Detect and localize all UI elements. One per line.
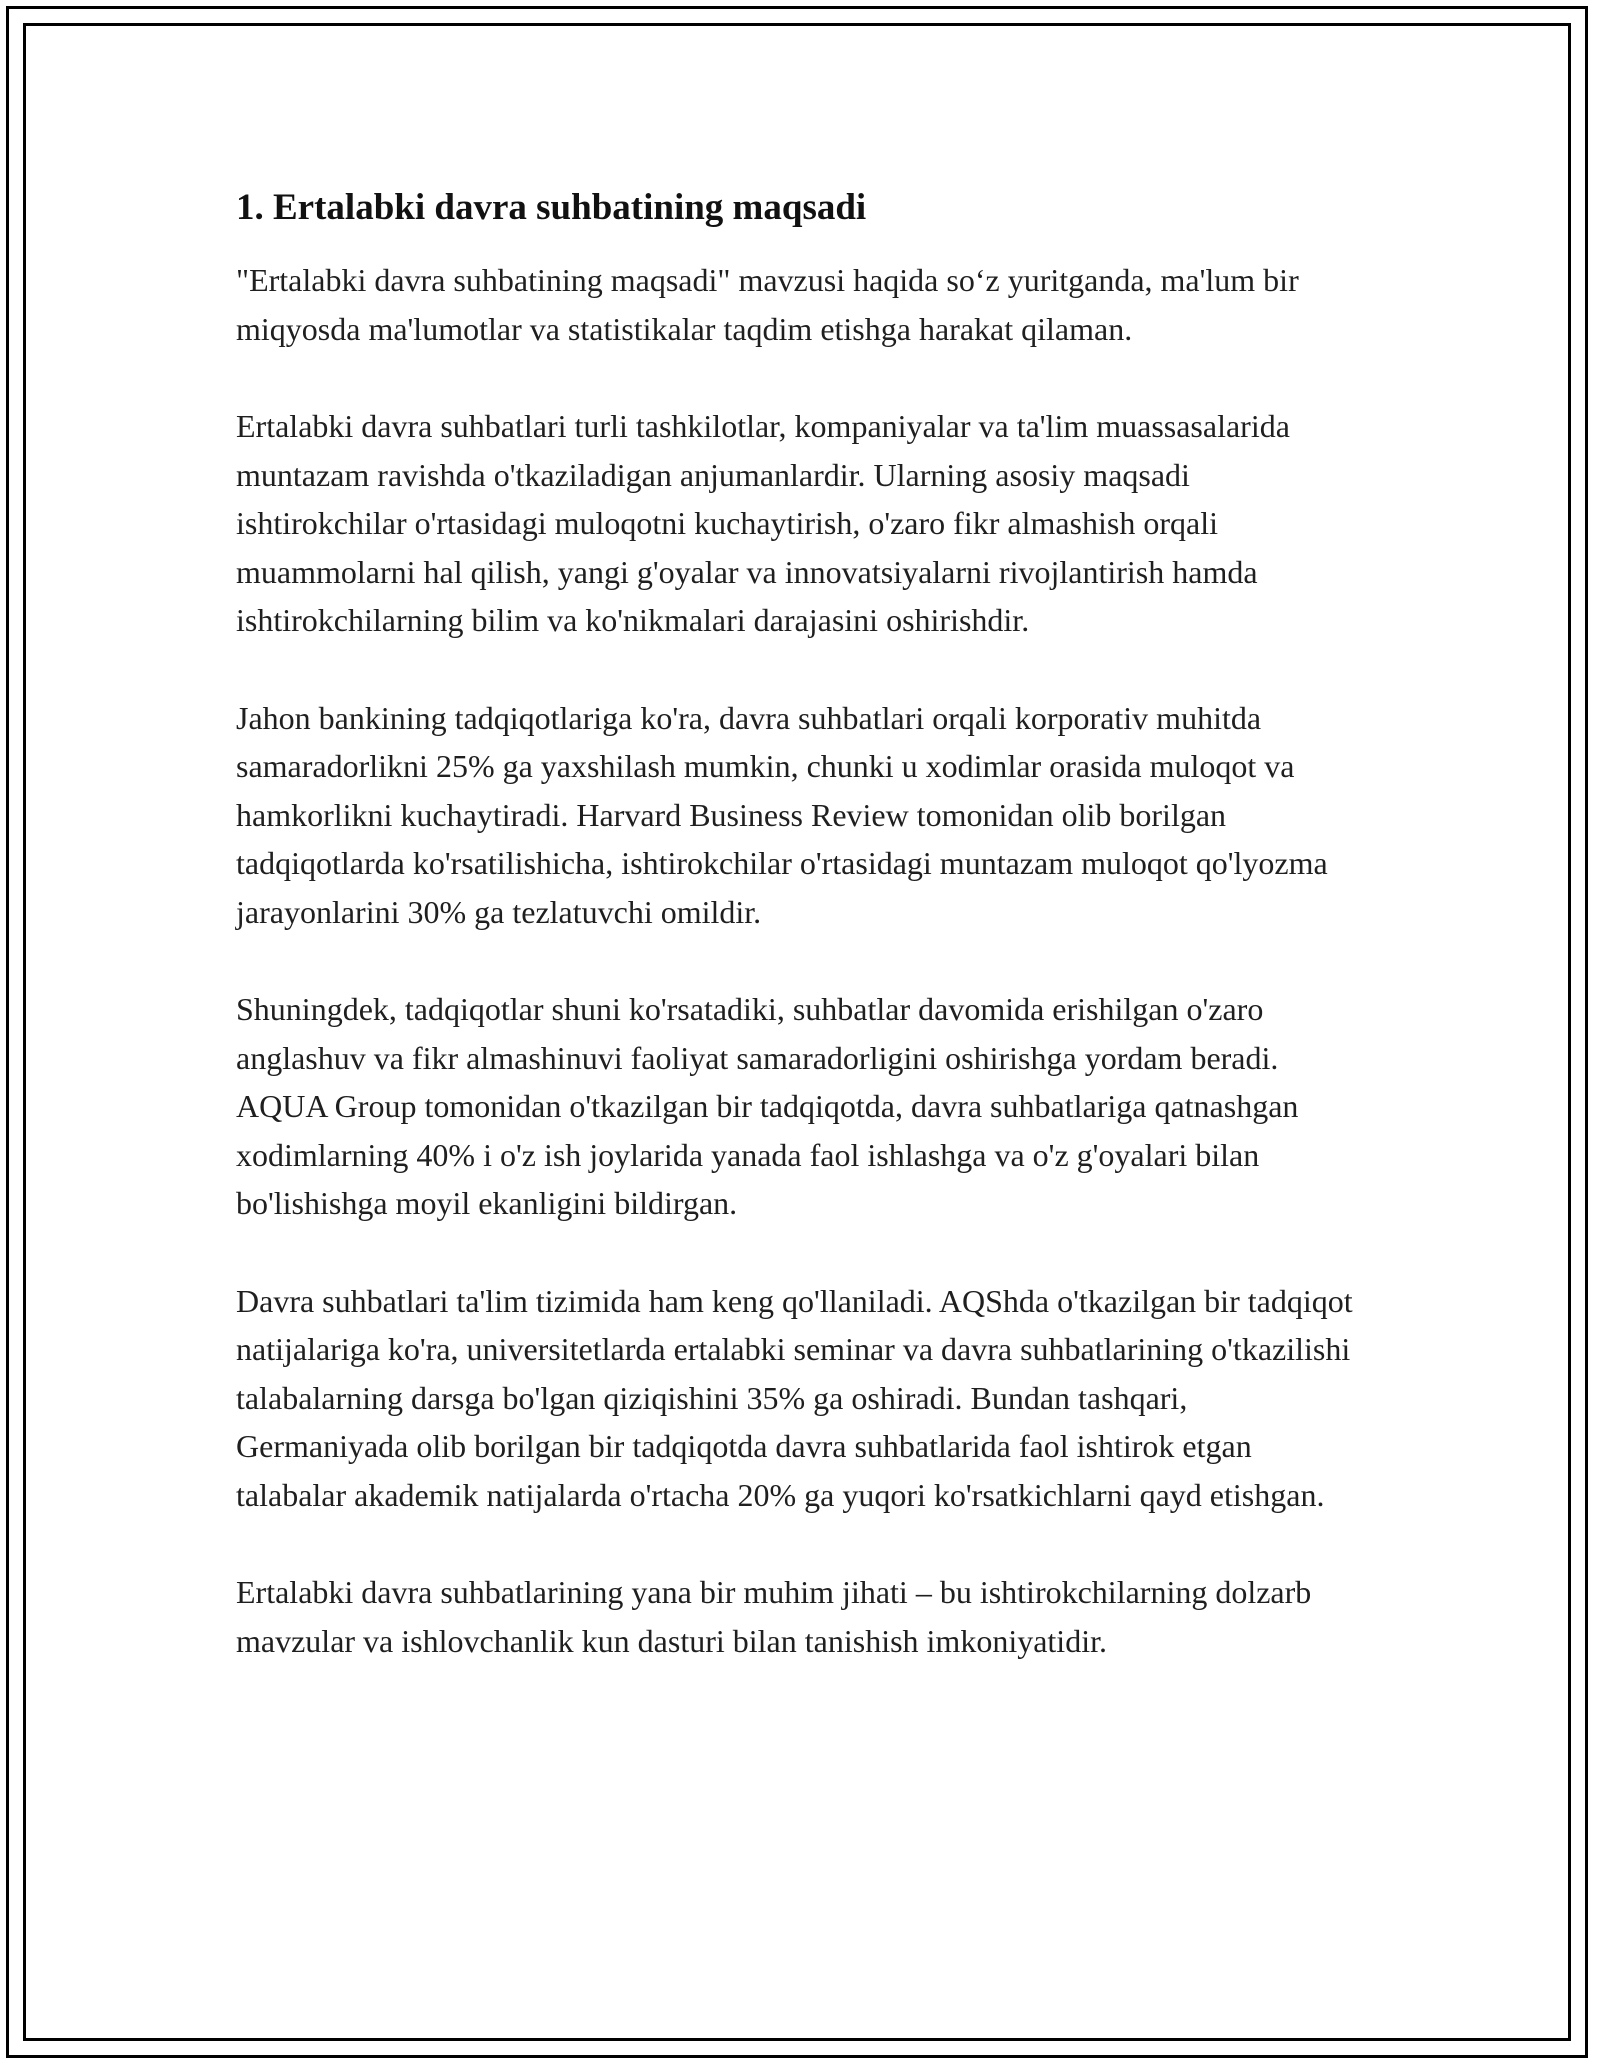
paragraph-conclusion: Ertalabki davra suhbatlarining yana bir muhim jihati – bu ishtirokchilarning dolzarb mavzular va ishlovchanlik kun dasturi bilan tanishish imkoniyatidir. xyxy=(236,1574,1312,1659)
paragraph-purpose: Ertalabki davra suhbatlari turli tashkilotlar, kompaniyalar va ta'lim muassasalarida muntazam ravishda o'tkaziladigan anjumanlardir. Ularning asosiy maqsadi ishtirokchilar o'rtasidagi muloqotni kuchaytirish, o'zaro fikr almashish orqali muammolarni hal qilish, yangi g'oyalar va innovatsiyalarni rivojlantirish hamda ishtirokchilarning bilim va ko'nikmalari darajasini oshirishdir. xyxy=(236,408,1290,638)
section-heading: 1. Ertalabki davra suhbatining maqsadi xyxy=(236,187,867,228)
paragraph-world-bank: Jahon bankining tadqiqotlariga ko'ra, davra suhbatlari orqali korporativ muhitda samaradorlikni 25% ga yaxshilash mumkin, chunki u xodimlar orasida muloqot va hamkorlikni kuchaytiradi. Harvard Business Review tomonidan olib borilgan tadqiqotlarda ko'rsatilishicha, ishtirokchilar o'rtasidagi muntazam muloqot qo'lyozma jarayonlarini 30% ga tezlatuvchi omildir. xyxy=(236,699,1328,930)
document-body xyxy=(236,186,1366,1714)
paragraph-aqua-group: Shuningdek, tadqiqotlar shuni ko'rsatadiki, suhbatlar davomida erishilgan o'zaro anglashuv va fikr almashinuvi faoliyat samaradorligini oshirishga yordam beradi. AQUA Group tomonidan o'tkazilgan bir tadqiqotda, davra suhbatlariga qatnashgan xodimlarning 40% i o'z ish joylarida yanada faol ishlashga va o'z g'oyalari bilan bo'lishishga moyil ekanligini bildirgan. xyxy=(236,991,1299,1221)
paragraph-education: Davra suhbatlari ta'lim tizimida ham keng qo'llaniladi. AQShda o'tkazilgan bir tadqiqot natijalariga ko'ra, universitetlarda ertalabki seminar va davra suhbatlarining o'tkazilishi talabalarning darsga bo'lgan qiziqishini 35% ga oshiradi. Bundan tashqari, Germaniyada olib borilgan bir tadqiqotda davra suhbatlarida faol ishtirok etgan talabalar akademik natijalarda o'rtacha 20% ga yuqori ko'rsatkichlarni qayd etishgan. xyxy=(236,1282,1353,1513)
paragraph-intro: "Ertalabki davra suhbatining maqsadi" mavzusi haqida so‘z yuritganda, ma'lum bir miqyosda ma'lumotlar va statistikalar taqdim etishga harakat qilaman. xyxy=(236,262,1299,347)
